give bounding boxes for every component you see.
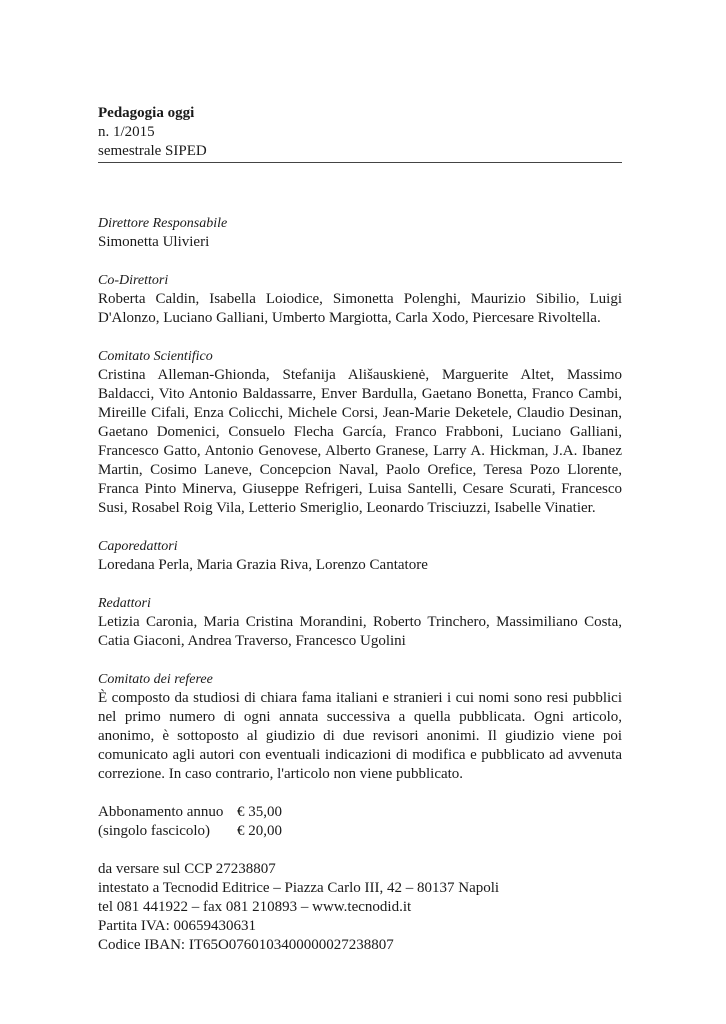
price-row-single <box>98 822 282 841</box>
section-comitato-scientifico <box>98 347 622 518</box>
section-direttore <box>98 214 622 252</box>
price-row-annual <box>98 803 282 822</box>
journal-periodicity: semestrale SIPED <box>98 143 207 159</box>
price-label: (singolo fascicolo) <box>98 823 211 839</box>
section-body: È composto da studiosi di chiara fama italiani e stranieri i cui nomi sono resi pubblici nel primo numero di ogni annata successiva a quella pubblicata. Ogni articolo, anonimo, è sottoposto al giudizio di due revisori anonimi. Il giudizio viene poi comunicato agli autori con eventuali indicazioni di modifica e pubblicato ad avvenuta correzione. In caso contrario, l'articolo non viene pubblicato. <box>98 690 622 782</box>
section-heading: Comitato Scientifico <box>98 349 213 364</box>
section-heading: Comitato dei referee <box>98 672 213 687</box>
journal-issue: n. 1/2015 <box>98 124 155 140</box>
journal-header <box>98 104 622 163</box>
section-comitato-referee <box>98 670 622 784</box>
section-body: Simonetta Ulivieri <box>98 234 210 250</box>
section-redattori <box>98 594 622 651</box>
section-codirettori <box>98 271 622 328</box>
payment-line: tel 081 441922 – fax 081 210893 – www.tecnodid.it <box>98 899 412 915</box>
payment-line: Partita IVA: 00659430631 <box>98 918 257 934</box>
section-caporedattori <box>98 537 622 575</box>
section-heading: Direttore Responsabile <box>98 216 228 231</box>
payment-line: da versare sul CCP 27238807 <box>98 861 276 877</box>
payment-line: intestato a Tecnodid Editrice – Piazza Carlo III, 42 – 80137 Napoli <box>98 880 500 896</box>
payment-info <box>98 860 622 955</box>
section-body: Letizia Caronia, Maria Cristina Morandini, Roberto Trinchero, Massimiliano Costa, Catia Giaconi, Andrea Traverso, Francesco Ugolini <box>98 614 622 649</box>
section-body: Cristina Alleman-Ghionda, Stefanija Ališauskienė, Marguerite Altet, Massimo Baldacci, Vito Antonio Baldassarre, Enver Bardulla, Gaetano Bonetta, Franco Cambi, Mireille Cifali, Enza Colicchi, Michele Corsi, Jean-Marie Deketele, Claudio Desinan, Gaetano Domenici, Consuelo Flecha García, Franco Frabboni, Luciano Galliani, Francesco Gatto, Antonio Genovese, Alberto Granese, Larry A. Hickman, J.A. Ibanez Martin, Cosimo Laneve, Concepcion Naval, Paolo Orefice, Teresa Pozo Llorente, Franca Pinto Minerva, Giuseppe Refrigeri, Luisa Santelli, Cesare Scurati, Francesco Susi, Rosabel Roig Vila, Letterio Smeriglio, Leonardo Trisciuzzi, Isabelle Vinatier. <box>98 367 622 516</box>
price-label: Abbonamento annuo <box>98 804 224 820</box>
price-table <box>98 803 282 841</box>
payment-line: Codice IBAN: IT65O0760103400000027238807 <box>98 937 394 953</box>
price-value: € 35,00 <box>237 804 282 820</box>
price-value: € 20,00 <box>237 823 282 839</box>
section-body: Loredana Perla, Maria Grazia Riva, Lorenzo Cantatore <box>98 557 428 573</box>
section-heading: Caporedattori <box>98 539 178 554</box>
section-heading: Redattori <box>98 596 151 611</box>
section-heading: Co-Direttori <box>98 273 169 288</box>
colophon-page <box>98 104 622 955</box>
journal-title: Pedagogia oggi <box>98 105 195 121</box>
section-body: Roberta Caldin, Isabella Loiodice, Simonetta Polenghi, Maurizio Sibilio, Luigi D'Alonzo, Luciano Galliani, Umberto Margiotta, Carla Xodo, Piercesare Rivoltella. <box>98 291 622 326</box>
